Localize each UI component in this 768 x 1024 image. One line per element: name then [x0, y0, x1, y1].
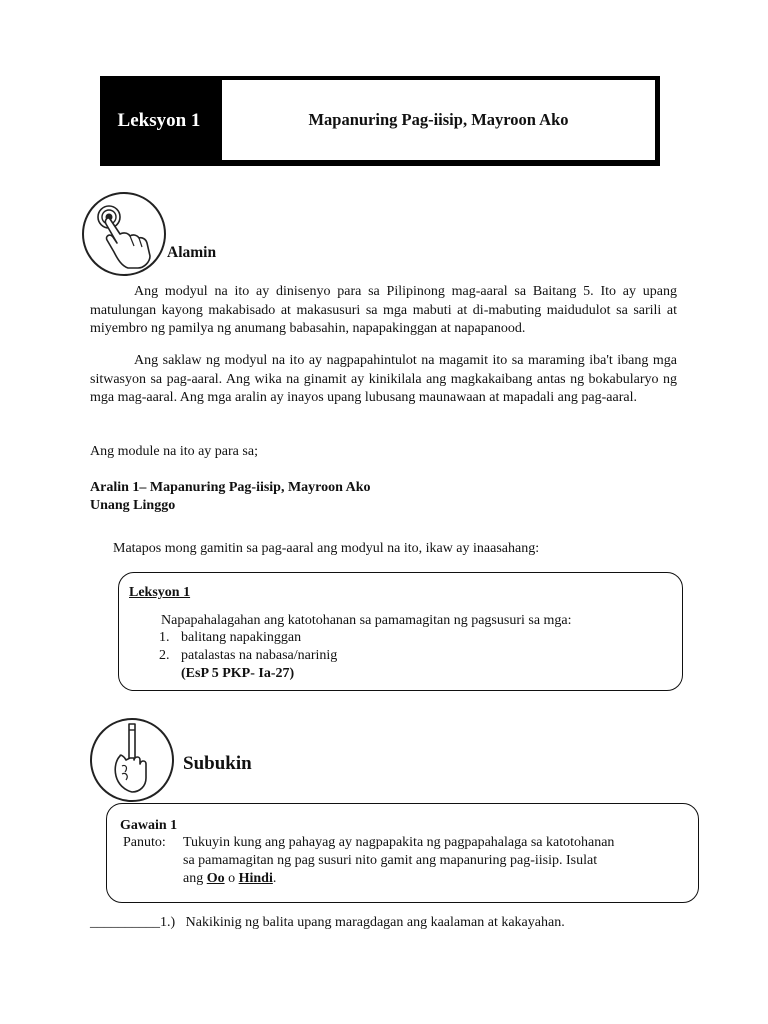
hand-pressing-button-icon [82, 192, 166, 276]
lesson-label: Leksyon 1 [117, 110, 201, 131]
objectives-intro: Napapahalagahan ang katotohanan sa pamamagitan ng pagsusuri sa mga: [161, 613, 572, 628]
question-number: 1.) [160, 915, 176, 930]
module-for-text: Ang module na ito ay para sa; [90, 444, 258, 459]
lesson-title: Mapanuring Pag-iisip, Mayroon Ako [222, 80, 655, 160]
instruction-text: . [272, 871, 277, 886]
objective-number: 2. [159, 648, 170, 663]
answer-option-oo: Oo [206, 871, 225, 886]
instruction-text: ang [183, 871, 207, 886]
expectation-text: Matapos mong gamitin sa pag-aaral ang modyul na ito, ikaw ay inaasahang: [113, 541, 540, 556]
instruction-line: sa pamamagitan ng pag susuri nito gamit ang mapanuring pag-iisip. Isulat [183, 853, 598, 868]
alamin-paragraph-1: Ang modyul na ito ay dinisenyo para sa Pilipinong mag-aaral sa Baitang 5. Ito ay upang matulungan kayong makabisado at makasusuri sa mga mabuti at di-mabuting maidudulot sa sarili at miyembro ng pamilya ng anumang babasahin, napapakinggan at napapanood. [90, 284, 677, 336]
subukin-heading: Subukin [183, 753, 252, 774]
instruction-line-answer-options [183, 870, 276, 888]
objective-number: 1. [159, 630, 170, 645]
alamin-heading: Alamin [167, 244, 217, 261]
answer-blank[interactable]: __________ [90, 915, 160, 930]
objectives-title: Leksyon 1 [129, 585, 191, 600]
hand-holding-pencil-icon [90, 718, 174, 802]
competency-code: (EsP 5 PKP- Ia-27) [181, 666, 295, 681]
instruction-line: Tukuyin kung ang pahayag ay nagpapakita ng pagpapahalaga sa katotohanan [183, 835, 615, 850]
panuto-label: Panuto: [123, 835, 166, 850]
answer-option-hindi: Hindi [238, 871, 273, 886]
instruction-text: o [224, 871, 239, 886]
objective-item: balitang napakinggan [181, 630, 302, 645]
question-text: Nakikinig ng balita upang maragdagan ang kaalaman at kakayahan. [185, 915, 565, 930]
question-item [90, 914, 565, 932]
alamin-paragraph-2: Ang saklaw ng modyul na ito ay nagpapahintulot na magamit ito sa maraming iba't ibang mga sitwasyon sa pag-aaral. Ang wika na ginamit ay kinikilala ang magkakaibang antas ng bokabularyo ng mga mag-aaral. Ang mga aralin ay inayos upang lubusang maunawaan at mapadali ang pag-aaral. [90, 353, 677, 405]
gawain-title: Gawain 1 [120, 818, 178, 833]
week-label: Unang Linggo [90, 498, 176, 513]
objective-item: patalastas na nabasa/narinig [181, 648, 338, 663]
aralin-title: Aralin 1– Mapanuring Pag-iisip, Mayroon Ako [90, 480, 371, 495]
